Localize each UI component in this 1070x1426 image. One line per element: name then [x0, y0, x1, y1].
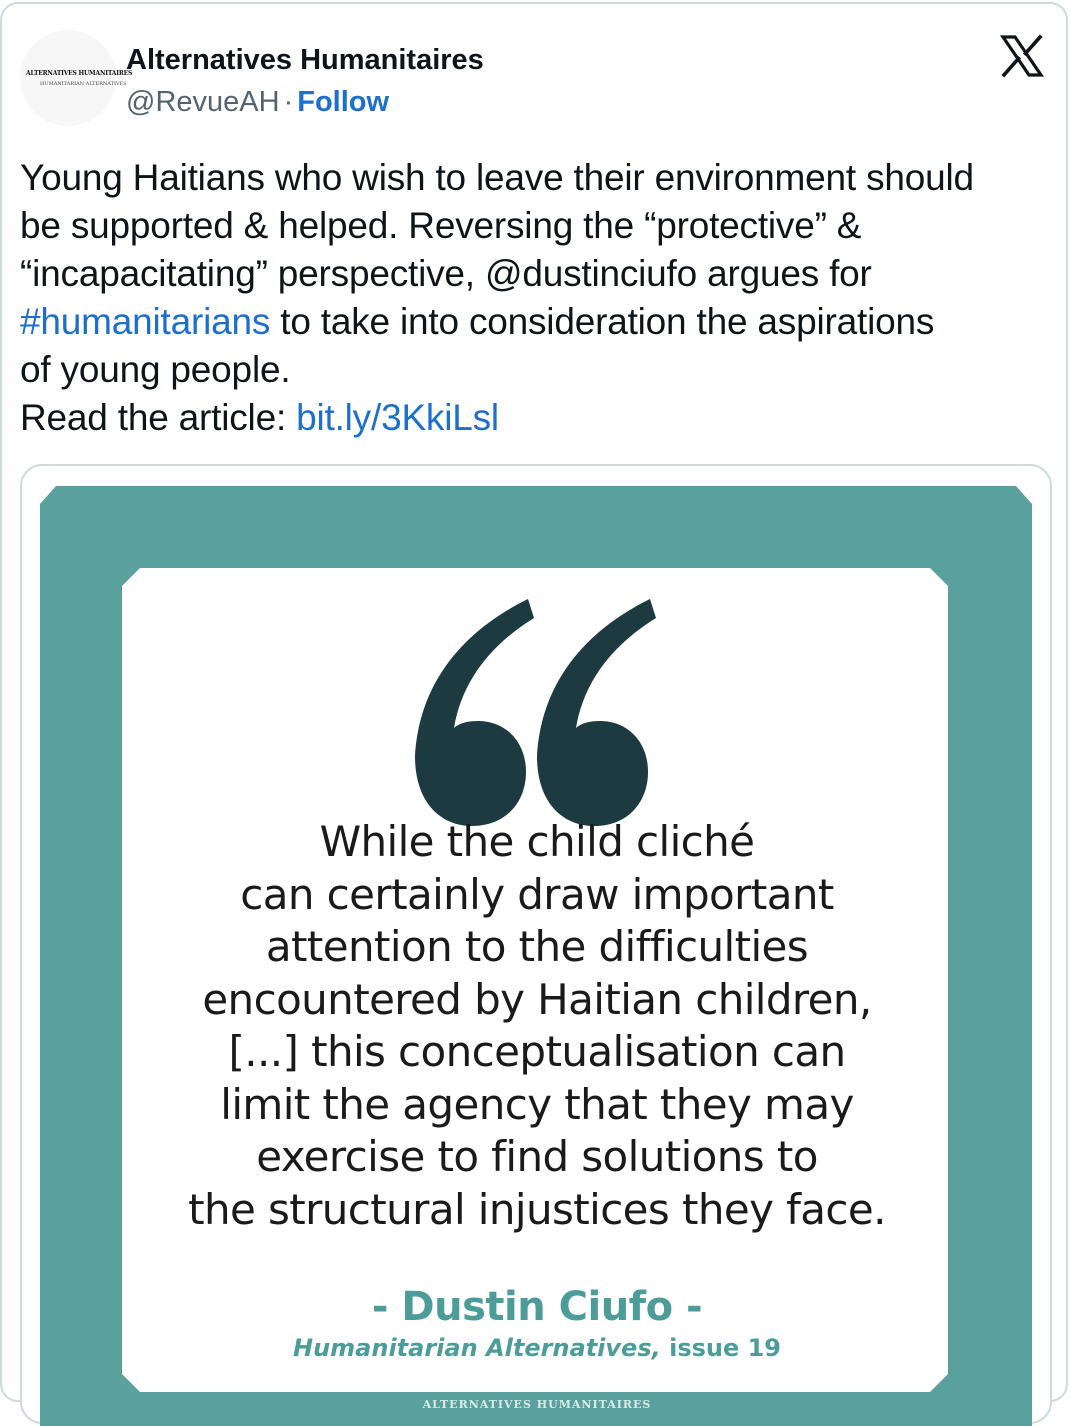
handle-row	[126, 86, 389, 119]
x-logo-icon[interactable]	[1000, 34, 1044, 78]
avatar-logo-line1: ALTERNATIVES HUMANITAIRES	[26, 70, 133, 77]
tweet-line	[20, 298, 1060, 346]
avatar-logo-line2: HUMANITARIAN ALTERNATIVES	[40, 81, 127, 87]
tweet-line: of young people.	[20, 349, 291, 390]
quote-author: - Dustin Ciufo -	[371, 1284, 703, 1330]
article-link[interactable]: bit.ly/3KkiLsl	[296, 397, 499, 438]
read-label: Read the article:	[20, 397, 297, 438]
avatar[interactable]	[20, 30, 133, 126]
separator: ·	[283, 86, 294, 118]
quote-line: exercise to find solutions to	[256, 1132, 818, 1181]
tweet-line-rest: to take into consideration the aspirations	[270, 301, 935, 342]
tweet-line: Young Haitians who wish to leave their environment should	[20, 157, 974, 198]
hashtag-link[interactable]: #humanitarians	[20, 301, 271, 342]
display-name[interactable]: Alternatives Humanitaires	[126, 44, 484, 76]
tweet-line	[20, 394, 1060, 442]
tweet-line: be supported & helped. Reversing the “protective” &	[20, 205, 862, 246]
quote-text	[122, 816, 952, 1236]
footer-watermark: ALTERNATIVES HUMANITAIRES	[422, 1398, 652, 1411]
media-image[interactable]	[20, 464, 1052, 1424]
quote-line: [...] this conceptualisation can	[228, 1027, 846, 1076]
tweet-text	[20, 154, 1060, 442]
quote-line: can certainly draw important	[240, 869, 834, 919]
quote-line: attention to the difficulties	[265, 922, 809, 971]
quote-line: While the child cliché	[319, 817, 755, 866]
quote-line: limit the agency that they may	[220, 1079, 854, 1129]
follow-button[interactable]: Follow	[297, 86, 390, 118]
source-issue: issue 19	[660, 1334, 782, 1362]
quote-line: the structural injustices they face.	[188, 1184, 886, 1234]
quote-source	[122, 1334, 952, 1362]
source-publication: Humanitarian Alternatives,	[292, 1334, 661, 1362]
tweet-line: “incapacitating” perspective, @dustinciufo argues for	[20, 253, 872, 294]
user-handle[interactable]: @RevueAH	[126, 86, 280, 118]
quote-line: encountered by Haitian children,	[202, 974, 872, 1024]
tweet-card[interactable]	[0, 2, 1068, 1411]
